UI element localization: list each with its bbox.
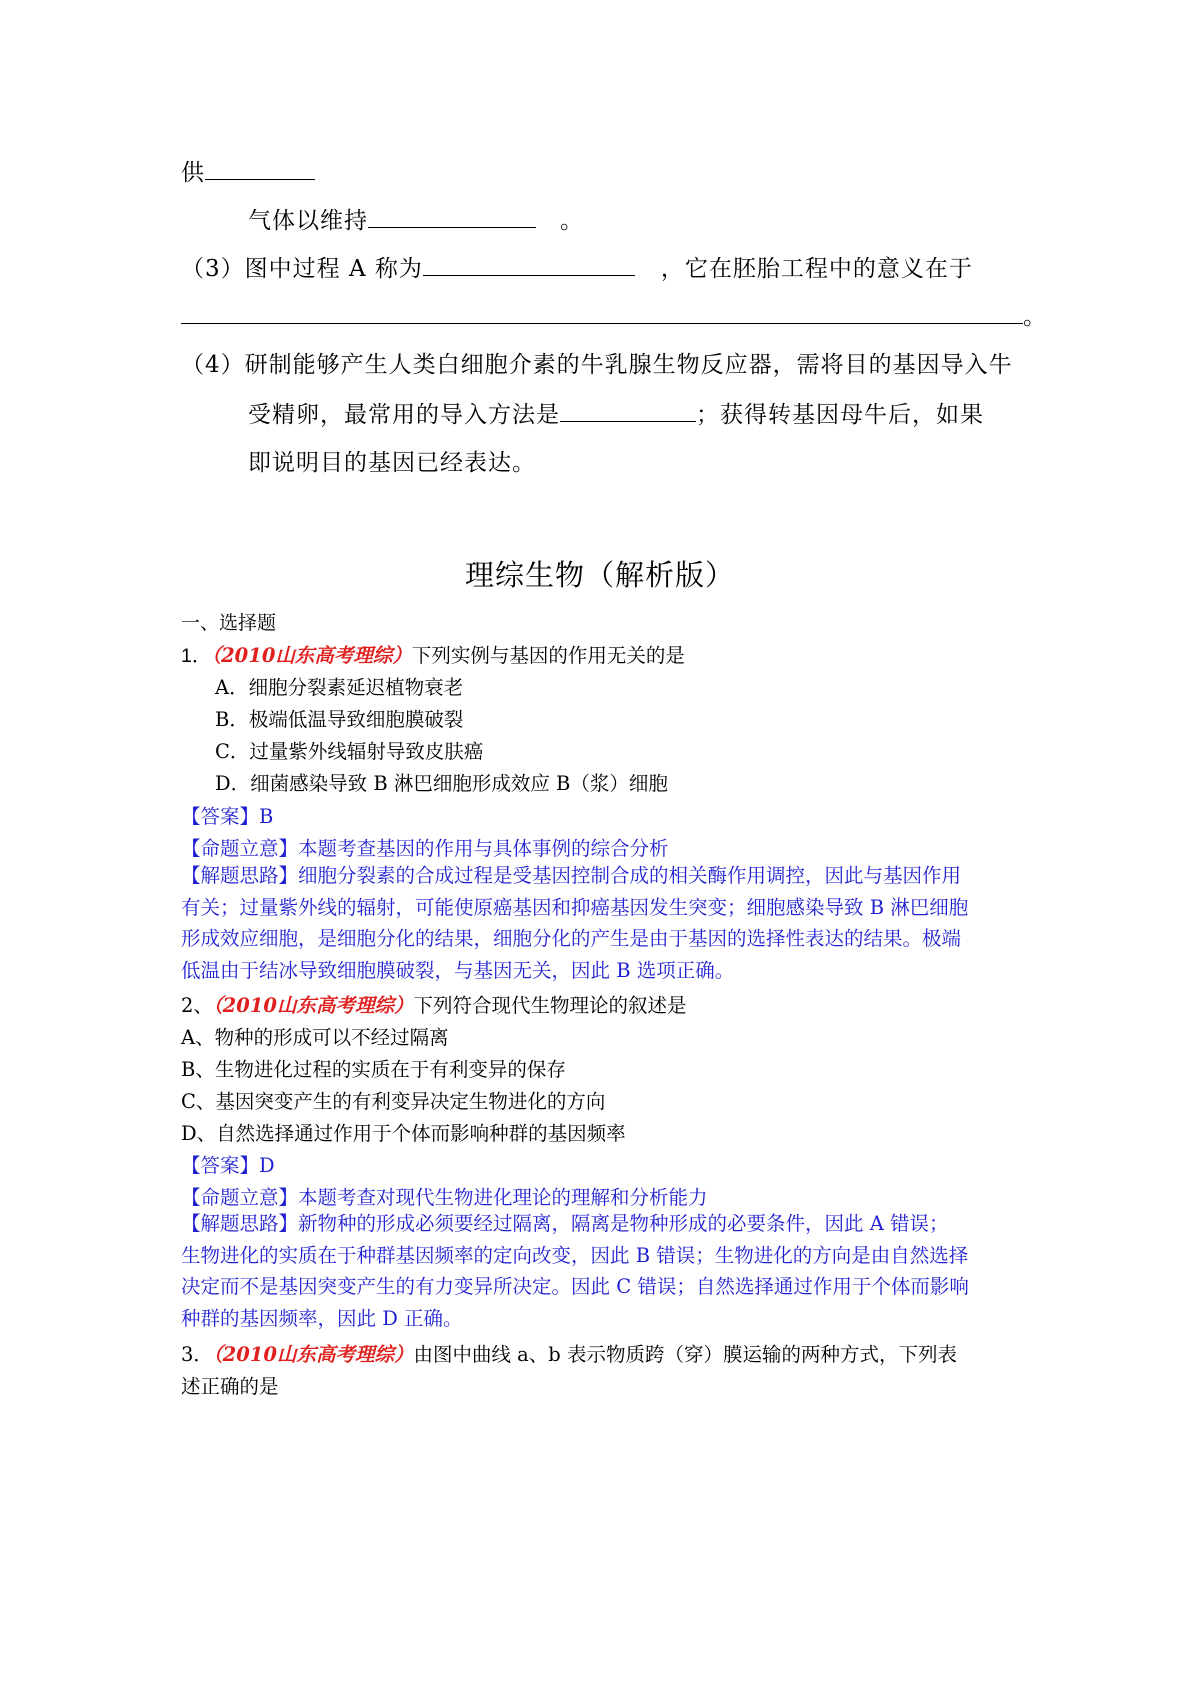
- question-source: （2010山东高考理综）: [212, 994, 414, 1017]
- question-text: 下列符合现代生物理论的叙述是: [413, 994, 687, 1017]
- question-3-fill: [181, 250, 973, 283]
- question-3-stem: [181, 1339, 957, 1367]
- option-c[interactable]: C、基因突变产生的有利变异决定生物进化的方向: [181, 1090, 606, 1113]
- option-d[interactable]: D、自然选择通过作用于个体而影响种群的基因频率: [181, 1122, 626, 1145]
- section-heading: 一、选择题: [181, 612, 277, 634]
- answer-blank[interactable]: [423, 253, 635, 276]
- top-line-2-suffix: 。: [560, 208, 584, 234]
- answer-blank[interactable]: [560, 399, 696, 422]
- analysis-line: 种群的基因频率，因此 D 正确。: [181, 1306, 463, 1330]
- option-d[interactable]: D．细菌感染导致 B 淋巴细胞形成效应 B（浆）细胞: [215, 772, 668, 795]
- answer-label: 【答案】D: [181, 1154, 275, 1177]
- q4-line-1-text: （4）研制能够产生人类白细胞介素的牛乳腺生物反应器，需将目的基因导入牛: [181, 352, 1013, 378]
- analysis-block: [181, 1208, 969, 1334]
- q4-line-3-text: 即说明目的基因已经表达。: [248, 450, 536, 476]
- analysis-block: [181, 860, 968, 986]
- answer-blank[interactable]: [368, 205, 536, 228]
- q3-prefix: （3）图中过程 A 称为: [181, 256, 423, 282]
- answer-label: 【答案】B: [181, 805, 274, 828]
- top-line-2-prefix: 气体以维持: [248, 208, 368, 234]
- question-number: 3．: [181, 1343, 213, 1366]
- page-title: 理综生物（解析版）: [464, 558, 735, 592]
- top-line-1-prefix: 供: [181, 160, 205, 186]
- analysis-line: 低温由于结冰导致细胞膜破裂，与基因无关，因此 B 选项正确。: [181, 958, 735, 982]
- analysis-line: 有关；过量紫外线的辐射，可能使原癌基因和抑癌基因发生突变；细胞感染导致 B 淋巴细胞: [181, 895, 969, 919]
- analysis-line: 【解题思路】新物种的形成必须要经过隔离，隔离是物种形成的必要条件，因此 A 错误；: [181, 1212, 949, 1235]
- answer-blank[interactable]: [181, 301, 1023, 324]
- option-a[interactable]: A．细胞分裂素延迟植物衰老: [215, 676, 464, 699]
- question-source: （2010山东高考理综）: [211, 644, 412, 667]
- question-3-stem-line-2: 述正确的是: [181, 1375, 279, 1398]
- intent-label: 【命题立意】本题考查对现代生物进化理论的理解和分析能力: [181, 1186, 708, 1209]
- question-4-line-3: [248, 444, 536, 477]
- question-text: 由图中曲线 a、b 表示物质跨（穿）膜运输的两种方式，下列表: [413, 1343, 957, 1366]
- question-2-stem: [181, 990, 686, 1018]
- q4-line-2-suffix: ；获得转基因母牛后，如果: [696, 402, 984, 428]
- analysis-line: 决定而不是基因突变产生的有力变异所决定。因此 C 错误；自然选择通过作用于个体而影响: [181, 1275, 969, 1298]
- question-4-line-1: [181, 346, 1013, 379]
- q3-end: 。: [1023, 304, 1047, 330]
- question-number: 2、: [181, 994, 213, 1017]
- question-4-line-2: [248, 396, 984, 429]
- top-line-2: [248, 202, 584, 235]
- q4-line-2-prefix: 受精卵，最常用的导入方法是: [248, 402, 560, 428]
- intent-label: 【命题立意】本题考查基因的作用与具体事例的综合分析: [181, 837, 669, 860]
- question-1-stem: [181, 640, 685, 668]
- option-a[interactable]: A、物种的形成可以不经过隔离: [181, 1026, 449, 1049]
- question-3-long-blank: [181, 298, 1047, 331]
- answer-blank[interactable]: [205, 157, 315, 180]
- question-text: 下列实例与基因的作用无关的是: [411, 644, 685, 667]
- q3-suffix: ，它在胚胎工程中的意义在于: [660, 256, 973, 282]
- analysis-line: 生物进化的实质在于种群基因频率的定向改变，因此 B 错误；生物进化的方向是由自然选择: [181, 1243, 969, 1267]
- analysis-line: 形成效应细胞，是细胞分化的结果，细胞分化的产生是由于基因的选择性表达的结果。极端: [181, 927, 962, 950]
- question-number: 1．: [181, 645, 212, 667]
- analysis-line: 【解题思路】细胞分裂素的合成过程是受基因控制合成的相关酶作用调控，因此与基因作用: [181, 864, 962, 887]
- option-b[interactable]: B、生物进化过程的实质在于有利变异的保存: [181, 1058, 566, 1081]
- option-c[interactable]: C．过量紫外线辐射导致皮肤癌: [215, 740, 484, 763]
- top-line-1: [181, 154, 315, 187]
- question-source: （2010山东高考理综）: [212, 1343, 414, 1366]
- option-b[interactable]: B．极端低温导致细胞膜破裂: [215, 708, 464, 731]
